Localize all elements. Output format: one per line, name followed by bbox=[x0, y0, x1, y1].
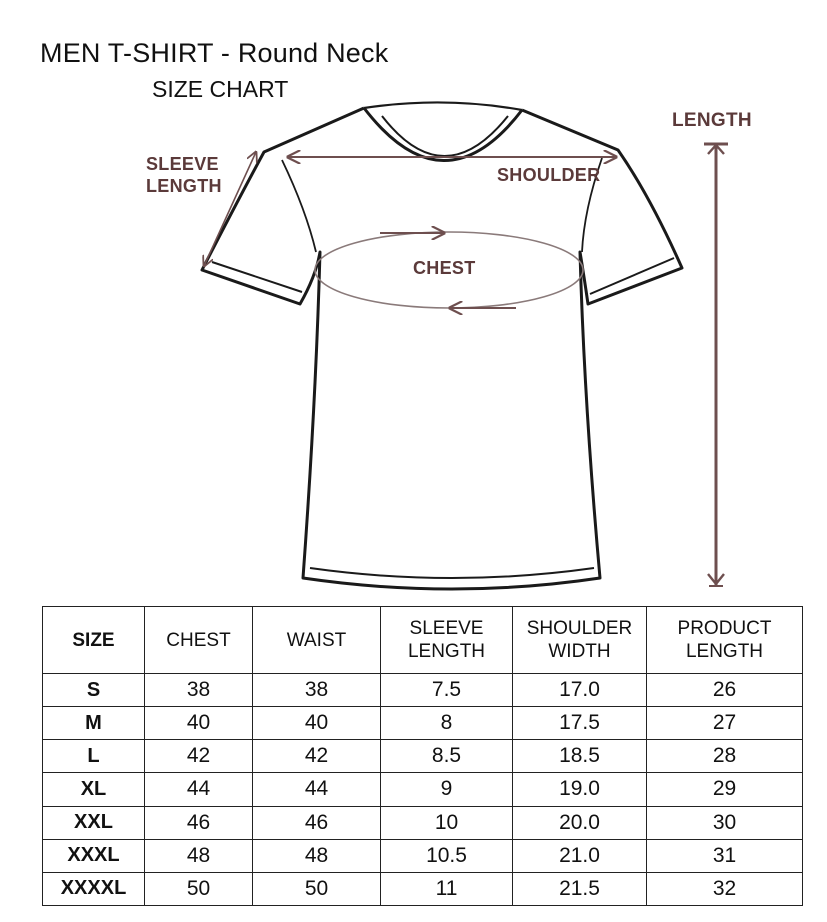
waist-cell: 38 bbox=[253, 674, 381, 707]
waist-cell: 42 bbox=[253, 740, 381, 773]
table-row bbox=[43, 806, 803, 839]
header-sleeve-line1: SLEEVE bbox=[409, 618, 484, 639]
header-size bbox=[43, 607, 145, 674]
sleeve-length-label-line1: SLEEVE bbox=[146, 154, 219, 174]
waist-cell: 50 bbox=[253, 872, 381, 905]
header-chest-text: CHEST bbox=[166, 629, 231, 651]
header-product-line2: LENGTH bbox=[685, 641, 764, 662]
shoulder-width-cell: 21.0 bbox=[513, 839, 647, 872]
tshirt-outline bbox=[202, 108, 682, 589]
table-row bbox=[43, 740, 803, 773]
header-size-text: SIZE bbox=[72, 629, 115, 651]
chest-cell: 40 bbox=[145, 707, 253, 740]
chest-cell: 42 bbox=[145, 740, 253, 773]
size-cell: XXXXL bbox=[43, 872, 145, 905]
shoulder-width-cell: 19.0 bbox=[513, 773, 647, 806]
table-header-row bbox=[43, 607, 803, 674]
collar bbox=[364, 108, 522, 161]
chest-cell: 50 bbox=[145, 872, 253, 905]
sleeve-length-cell: 11 bbox=[381, 872, 513, 905]
chest-cell: 48 bbox=[145, 839, 253, 872]
sleeve-length-cell: 9 bbox=[381, 773, 513, 806]
table-row bbox=[43, 674, 803, 707]
product-length-cell: 30 bbox=[647, 806, 803, 839]
size-table bbox=[42, 606, 803, 906]
header-sleeve-line2: LENGTH bbox=[407, 641, 486, 662]
header-waist-text: WAIST bbox=[286, 629, 347, 651]
size-cell: L bbox=[43, 740, 145, 773]
table-row bbox=[43, 872, 803, 905]
shoulder-width-cell: 18.5 bbox=[513, 740, 647, 773]
product-length-cell: 28 bbox=[647, 740, 803, 773]
table-row bbox=[43, 707, 803, 740]
header-product-length bbox=[647, 607, 803, 674]
waist-cell: 46 bbox=[253, 806, 381, 839]
waist-cell: 40 bbox=[253, 707, 381, 740]
table-row bbox=[43, 839, 803, 872]
table-row bbox=[43, 773, 803, 806]
chest-label: CHEST bbox=[413, 258, 476, 278]
header-chest bbox=[145, 607, 253, 674]
product-length-cell: 29 bbox=[647, 773, 803, 806]
product-length-cell: 32 bbox=[647, 872, 803, 905]
shoulder-width-cell: 17.0 bbox=[513, 674, 647, 707]
sleeve-length-cell: 10 bbox=[381, 806, 513, 839]
chest-cell: 38 bbox=[145, 674, 253, 707]
chest-cell: 44 bbox=[145, 773, 253, 806]
product-length-cell: 26 bbox=[647, 674, 803, 707]
product-length-cell: 31 bbox=[647, 839, 803, 872]
size-cell: XL bbox=[43, 773, 145, 806]
size-cell: M bbox=[43, 707, 145, 740]
waist-cell: 48 bbox=[253, 839, 381, 872]
header-product-line1: PRODUCT bbox=[677, 618, 772, 639]
page-subtitle: SIZE CHART bbox=[152, 76, 289, 102]
size-cell: XXL bbox=[43, 806, 145, 839]
shoulder-width-cell: 20.0 bbox=[513, 806, 647, 839]
page-title: MEN T-SHIRT - Round Neck bbox=[40, 38, 389, 68]
header-shoulder-width bbox=[513, 607, 647, 674]
sleeve-length-label bbox=[146, 153, 222, 197]
shoulder-width-cell: 17.5 bbox=[513, 707, 647, 740]
shoulder-label: SHOULDER bbox=[497, 165, 601, 185]
header-waist bbox=[253, 607, 381, 674]
sleeve-length-cell: 8 bbox=[381, 707, 513, 740]
sleeve-length-label-line2: LENGTH bbox=[146, 176, 222, 196]
header-shoulder-line2: WIDTH bbox=[548, 641, 611, 662]
header-shoulder-line1: SHOULDER bbox=[526, 618, 633, 639]
sleeve-length-cell: 10.5 bbox=[381, 839, 513, 872]
sleeve-length-cell: 7.5 bbox=[381, 674, 513, 707]
shoulder-width-cell: 21.5 bbox=[513, 872, 647, 905]
length-label: LENGTH bbox=[672, 110, 752, 131]
size-cell: S bbox=[43, 674, 145, 707]
product-length-cell: 27 bbox=[647, 707, 803, 740]
chest-cell: 46 bbox=[145, 806, 253, 839]
header-sleeve-length bbox=[381, 607, 513, 674]
size-cell: XXXL bbox=[43, 839, 145, 872]
sleeve-length-cell: 8.5 bbox=[381, 740, 513, 773]
waist-cell: 44 bbox=[253, 773, 381, 806]
